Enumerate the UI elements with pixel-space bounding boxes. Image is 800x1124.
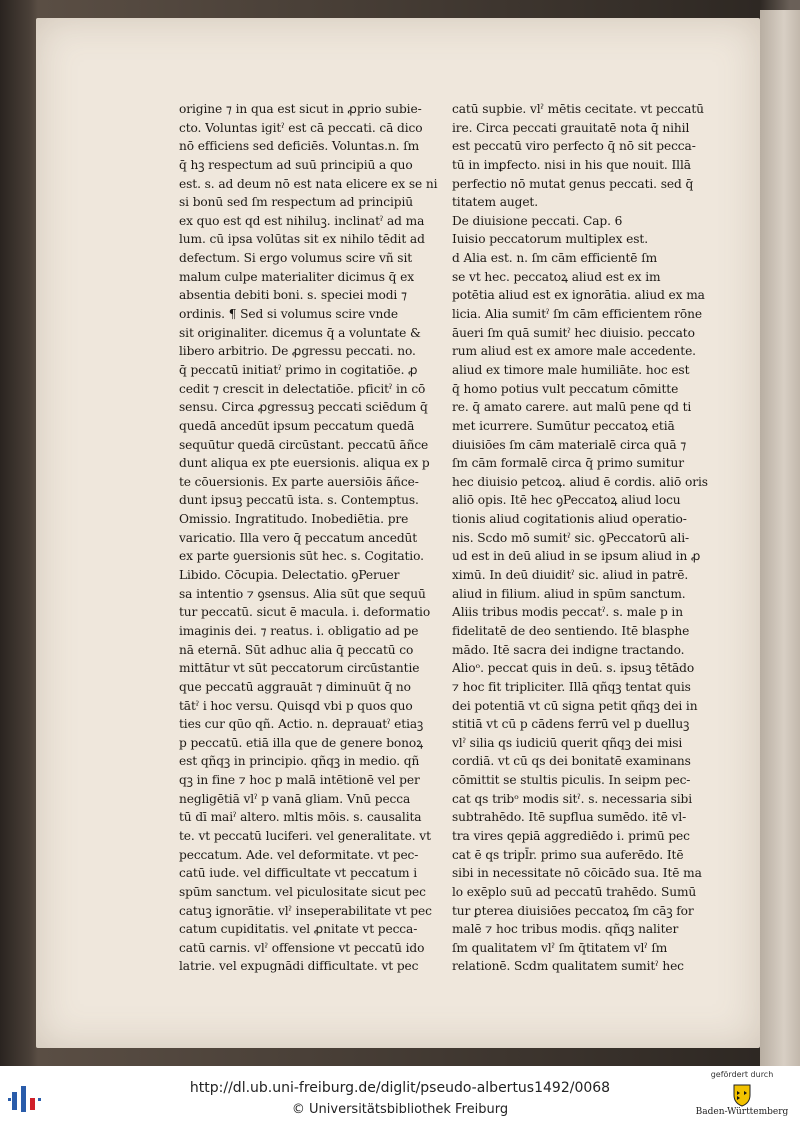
coat-of-arms-icon — [730, 1083, 754, 1107]
text-line: stitiā vt cū p cādens ferrū vel p duelluꝫ — [452, 717, 690, 732]
sponsor-label: gefördert durch — [710, 1070, 774, 1079]
text-line: ud est in deū aliud in se ipsum aliud in ꝓ — [452, 549, 701, 564]
text-line: sit originaliter. dicemus q̄ a voluntate & — [179, 325, 421, 340]
text-line: imaginis dei. ⁊ reatus. i. obligatio ad pe — [179, 623, 419, 638]
text-line: re. q̄ amato carere. aut malū pene qd ti — [452, 400, 692, 415]
text-line: est qñqꝫ in principio. qñqꝫ in medio. qñ — [179, 754, 420, 769]
text-line: nā eternā. Sūt adhuc alia q̄ peccatū co — [179, 642, 414, 657]
text-line: ſm cām formalē circa q̄ primo sumitur — [452, 456, 684, 471]
text-line: que peccatū aggrauāt ⁊ diminuūt q̄ no — [179, 679, 411, 694]
text-line: q̄ peccatū initiatˀ primo in cogitatiōe. ꝓ — [179, 362, 418, 377]
text-line: Libido. Cōcupia. Delectatio. ꝯPeruer — [179, 568, 400, 583]
text-line: Iuisio peccatorum multiplex est. — [452, 232, 648, 247]
text-line: met icurrere. Sumūtur peccatoꝝ etiā — [452, 418, 675, 433]
text-line: qꝫ in fine ⁊ hoc p malā intētionē vel per — [179, 773, 420, 788]
right-text-column — [452, 100, 736, 976]
viewer-footer — [0, 1066, 800, 1124]
text-line: cat ē qs tripl̄r. primo sua auferēdo. Itē — [452, 847, 684, 862]
text-line: origine ⁊ in qua est sicut in ꝓprio subie- — [179, 102, 422, 116]
text-line: hec diuisio petcoꝝ. aliud ē cordis. aliō oris — [452, 474, 708, 489]
text-line: rum aliud est ex amore male accedente. — [452, 344, 696, 359]
text-line: fidelitatē de deo sentiendo. Itē blasphe — [452, 623, 690, 638]
text-line: catū carnis. vlˀ offensione vt peccatū ido — [179, 940, 425, 955]
text-line: si bonū sed ſm respectum ad principiū — [179, 195, 414, 210]
document-url[interactable]: http://dl.ub.uni-freiburg.de/diglit/pseudo-albertus1492/0068 — [189, 1080, 611, 1096]
text-line: sequūtur quedā circūstant. peccatū āñce — [179, 437, 429, 452]
text-line: Alioᵒ. peccat quis in deū. s. ipsuꝫ tētādo — [452, 661, 695, 676]
text-line: Omissio. Ingratitudo. Inobediētia. pre — [179, 512, 409, 527]
text-line: dunt ipsuꝫ peccatū ista. s. Contemptus. — [179, 493, 419, 508]
text-line: se vt hec. peccatoꝝ aliud est ex im — [452, 269, 661, 284]
text-line: tra vires qepiā aggrediēdo i. primū pec — [452, 828, 690, 843]
text-line: potētia aliud est ex ignorātia. aliud ex ma — [452, 288, 705, 303]
text-line: p peccatū. etiā illa que de genere bonoꝝ — [179, 735, 424, 750]
sponsor-name: Baden-Württemberg — [695, 1107, 789, 1117]
text-line: aliō opis. Itē hec ꝯPeccatoꝝ aliud locu — [452, 493, 681, 508]
text-line: lo exēplo suū ad peccatū trahēdo. Sumū — [452, 884, 697, 899]
text-line: Aliis tribus modis peccatˀ. s. male p in — [452, 605, 683, 620]
text-line: malē ⁊ hoc tribus modis. qñqꝫ naliter — [452, 922, 679, 937]
text-line: absentia debiti boni. s. speciei modi ⁊ — [179, 288, 407, 303]
text-line: cōmittit se stultis piculis. In seipm pec- — [452, 773, 691, 788]
text-line: ex quo est qd est nihiluꝫ. inclinatˀ ad ma — [179, 213, 425, 228]
text-line: subtrahēdo. Itē supflua sumēdo. itē vl- — [452, 810, 687, 825]
text-line: cat qs tribᵒ modis sitˀ. s. necessaria sibi — [452, 791, 693, 806]
text-line: nō efficiens sed deficiēs. Voluntas.n. ſm — [179, 139, 420, 154]
text-line: nis. Scdo mō sumitˀ sic. ꝯPeccatorū ali- — [452, 530, 690, 545]
text-line: latrie. vel expugnādi difficultate. vt pec — [179, 959, 419, 974]
text-line: vlˀ silia qs iudiciū querit qñqꝫ dei misi — [452, 735, 683, 750]
text-line: spūm sanctum. vel piculositate sicut pec — [179, 884, 426, 899]
text-line: cto. Voluntas igitˀ est cā peccati. cā dico — [179, 120, 423, 135]
text-line: dei potentiā vt cū signa petit qñqꝫ dei in — [452, 698, 698, 713]
text-line: te. vt peccatū luciferi. vel generalitate. vt — [179, 828, 431, 843]
text-line: ⁊ hoc fit tripliciter. Illā qñqꝫ tentat quis — [452, 679, 691, 694]
text-line: q̄ homo potius vult peccatum cōmitte — [452, 381, 679, 396]
text-line: lum. cū ipsa volūtas sit ex nihilo tēdit ad — [179, 232, 425, 247]
text-line: diuisiōes ſm cām materialē circa quā ⁊ — [452, 437, 687, 452]
text-line: libero arbitrio. De ꝓgressu peccati. no. — [179, 344, 416, 359]
text-line: cedit ⁊ crescit in delectatiōe. pficitˀ in cō — [179, 381, 426, 396]
text-line: defectum. Si ergo volumus scire vñ sit — [179, 251, 413, 266]
text-line: est. s. ad deum nō est nata elicere ex se ni — [179, 176, 438, 191]
text-line: licia. Alia sumitˀ ſm cām efficientem rōne — [452, 307, 702, 322]
text-line: ſm qualitatem vlˀ ſm q̄titatem vlˀ ſm — [452, 940, 668, 955]
text-line: quedā ancedūt ipsum peccatum quedā — [179, 418, 415, 433]
text-line: aliud ex timore male humiliāte. hoc est — [452, 362, 690, 377]
text-line: malum culpe materialiter dicimus q̄ ex — [179, 269, 415, 284]
text-line: tionis aliud cogitationis aliud operatio- — [452, 512, 687, 527]
text-line: catum cupiditatis. vel ꝓnitate vt pecca- — [179, 922, 418, 937]
text-line: ire. Circa peccati grauitatē nota q̄ nihil — [452, 120, 690, 135]
text-line: relationē. Scdm qualitatem sumitˀ hec — [452, 959, 684, 974]
text-line: perfectio nō mutat genus peccati. sed q̄ — [452, 176, 694, 191]
text-line: aliud in filium. aliud in spūm sanctum. — [452, 586, 686, 601]
text-line: q̄ hꝫ respectum ad suū principiū a quo — [179, 157, 413, 172]
text-line: tur ꝑterea diuisiōes peccatoꝝ ſm cāꝫ for — [452, 903, 694, 918]
text-line: ximū. In deū diuiditˀ sic. aliud in patrē. — [452, 568, 689, 583]
text-line: varicatio. Illa vero q̄ peccatum ancedūt — [179, 530, 418, 545]
text-line: peccatum. Ade. vel deformitate. vt pec- — [179, 847, 419, 862]
text-line: te cōuersionis. Ex parte auersiōis āñce- — [179, 474, 419, 489]
text-line: est peccatū viro perfecto q̄ nō sit pecca- — [452, 139, 696, 154]
facing-page-edge — [760, 10, 800, 1066]
text-line: tur peccatū. sicut ē macula. i. deformatio — [179, 605, 431, 620]
sponsor-badge — [692, 1070, 792, 1122]
text-line: cordiā. vt cū qs dei bonitatē examinans — [452, 754, 691, 769]
text-line: sensu. Circa ꝓgressuꝫ peccati sciēdum q̄ — [179, 400, 428, 415]
text-line: d Alia est. n. ſm cām efficientē ſm — [452, 251, 658, 266]
text-line: catū iude. vel difficultate vt peccatum i — [179, 866, 417, 881]
copyright-notice: © Universitätsbibliothek Freiburg — [291, 1102, 509, 1117]
text-line: tū in imꝑfecto. nisi in his que nouit. Illā — [452, 157, 691, 172]
text-line: tātˀ i hoc versu. Quisqd vbi p quos quo — [179, 698, 413, 713]
text-line: ties cur qūo qñ. Actio. n. deprauatˀ etiaꝫ — [179, 717, 424, 732]
text-line: sa intentio ⁊ ꝯsensus. Alia sūt que sequū — [179, 586, 426, 601]
text-line: dunt aliqua ex pte euersionis. aliqua ex p — [179, 456, 430, 471]
text-line: āueri ſm quā sumitˀ hec diuisio. peccato — [452, 325, 695, 340]
text-line: mittātur vt sūt peccatorum circūstantie — [179, 661, 420, 676]
left-text-column — [179, 100, 447, 976]
text-line: titatem auget. — [452, 195, 539, 210]
text-line: mādo. Itē sacra dei indigne tractando. — [452, 642, 685, 657]
text-line: catū supbie. vlˀ mētis cecitate. vt peccatū — [452, 102, 704, 116]
text-line: tū dī maiˀ altero. mltis mōis. s. causalita — [179, 810, 422, 825]
text-line: negligētiā vlˀ p vanā gliam. Vnū pecca — [179, 791, 411, 806]
text-line: ordinis. ¶ Sed si volumus scire vnde — [179, 307, 399, 322]
text-line: catuꝫ ignorātie. vlˀ inseperabilitate vt pec — [179, 903, 432, 918]
text-line: De diuisione peccati. Cap. 6 — [452, 213, 623, 228]
text-line: ex parte ꝯuersionis sūt hec. s. Cogitatio. — [179, 549, 424, 564]
text-line: sibi in necessitate nō cōicādo sua. Itē ma — [452, 866, 702, 881]
